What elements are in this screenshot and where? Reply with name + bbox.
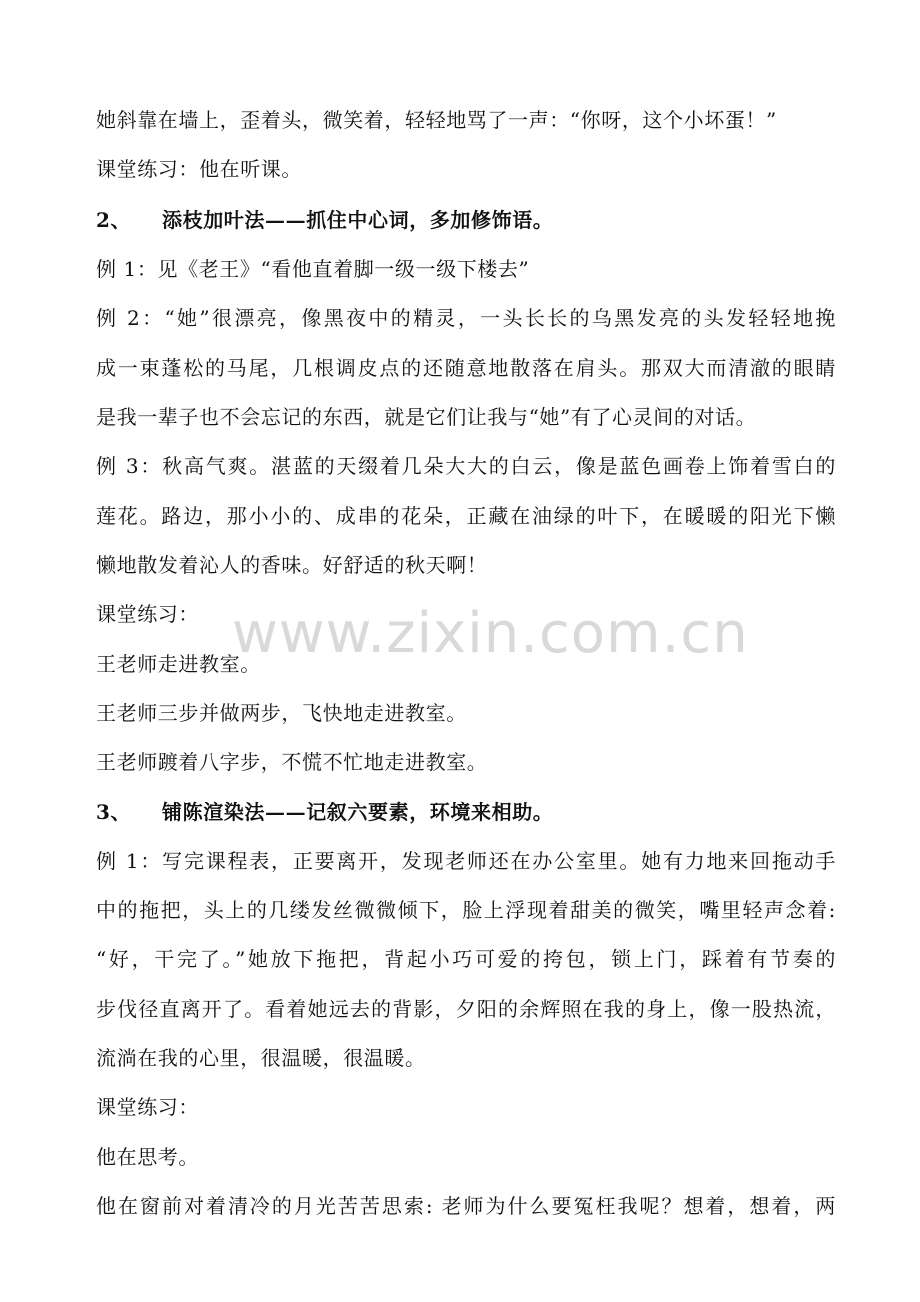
section-number: 3、 [96, 800, 132, 824]
exercise-label: 课堂练习： [96, 1095, 199, 1119]
paragraph-line: 流淌在我的心里，很温暖，很温暖。 [96, 1046, 426, 1070]
paragraph-line: 是我一辈子也不会忘记的东西，就是它们让我与“她”有了心灵间的对话。 [96, 405, 757, 429]
watermark-text: www.zixin.com.cn [232, 601, 749, 666]
exercise-label: 课堂练习： [96, 602, 199, 626]
paragraph-line: 他在窗前对着清冷的月光苦苦思索: 老师为什么要冤枉我呢？想着，想着，两 [96, 1194, 836, 1218]
example-line: 例 1：见《老王》“看他直着脚一级一级下楼去” [96, 257, 530, 281]
exercise-line: 王老师走进教室。 [96, 652, 261, 676]
paragraph-line: 例 3：秋高气爽。湛蓝的天缀着几朵大大的白云，像是蓝色画卷上饰着雪白的 [96, 454, 836, 478]
section-heading-2 [96, 206, 836, 234]
paragraph-line: 步伐径直离开了。看着她远去的背影，夕阳的余辉照在我的身上，像一股热流， [96, 997, 836, 1021]
section-title: 添枝加叶法——抓住中心词，多加修饰语。 [162, 208, 554, 232]
exercise-line: 课堂练习：他在听课。 [96, 157, 302, 181]
paragraph-line: 莲花。路边，那小小的、成串的花朵，正藏在油绿的叶下，在暖暖的阳光下懒 [96, 504, 836, 528]
paragraph-line: 懒地散发着沁人的香味。好舒适的秋天啊！ [96, 553, 488, 577]
paragraph-line: 她斜靠在墙上，歪着头，微笑着，轻轻地骂了一声：“你呀，这个小坏蛋！” [96, 108, 777, 132]
section-number: 2、 [96, 208, 132, 232]
section-title: 铺陈渲染法——记叙六要素，环境来相助。 [162, 800, 554, 824]
paragraph-line: 成一束蓬松的马尾，几根调皮点的还随意地散落在肩头。那双大而清澈的眼睛 [96, 356, 836, 380]
exercise-line: 他在思考。 [96, 1145, 199, 1169]
paragraph-line: 例 2：“她”很漂亮，像黑夜中的精灵，一头长长的乌黑发亮的头发轻轻地挽 [96, 306, 836, 330]
paragraph-line: “好，干完了。”她放下拖把，背起小巧可爱的挎包，锁上门，踩着有节奏的 [96, 947, 836, 971]
section-heading-3 [96, 798, 836, 826]
paragraph-line: 例 1：写完课程表，正要离开，发现老师还在办公室里。她有力地来回拖动手 [96, 849, 836, 873]
exercise-line: 王老师三步并做两步，飞快地走进教室。 [96, 701, 467, 725]
exercise-line: 王老师踱着八字步，不慌不忙地走进教室。 [96, 750, 488, 774]
paragraph-line: 中的拖把，头上的几缕发丝微微倾下，脸上浮现着甜美的微笑，嘴里轻声念着: [96, 898, 836, 922]
